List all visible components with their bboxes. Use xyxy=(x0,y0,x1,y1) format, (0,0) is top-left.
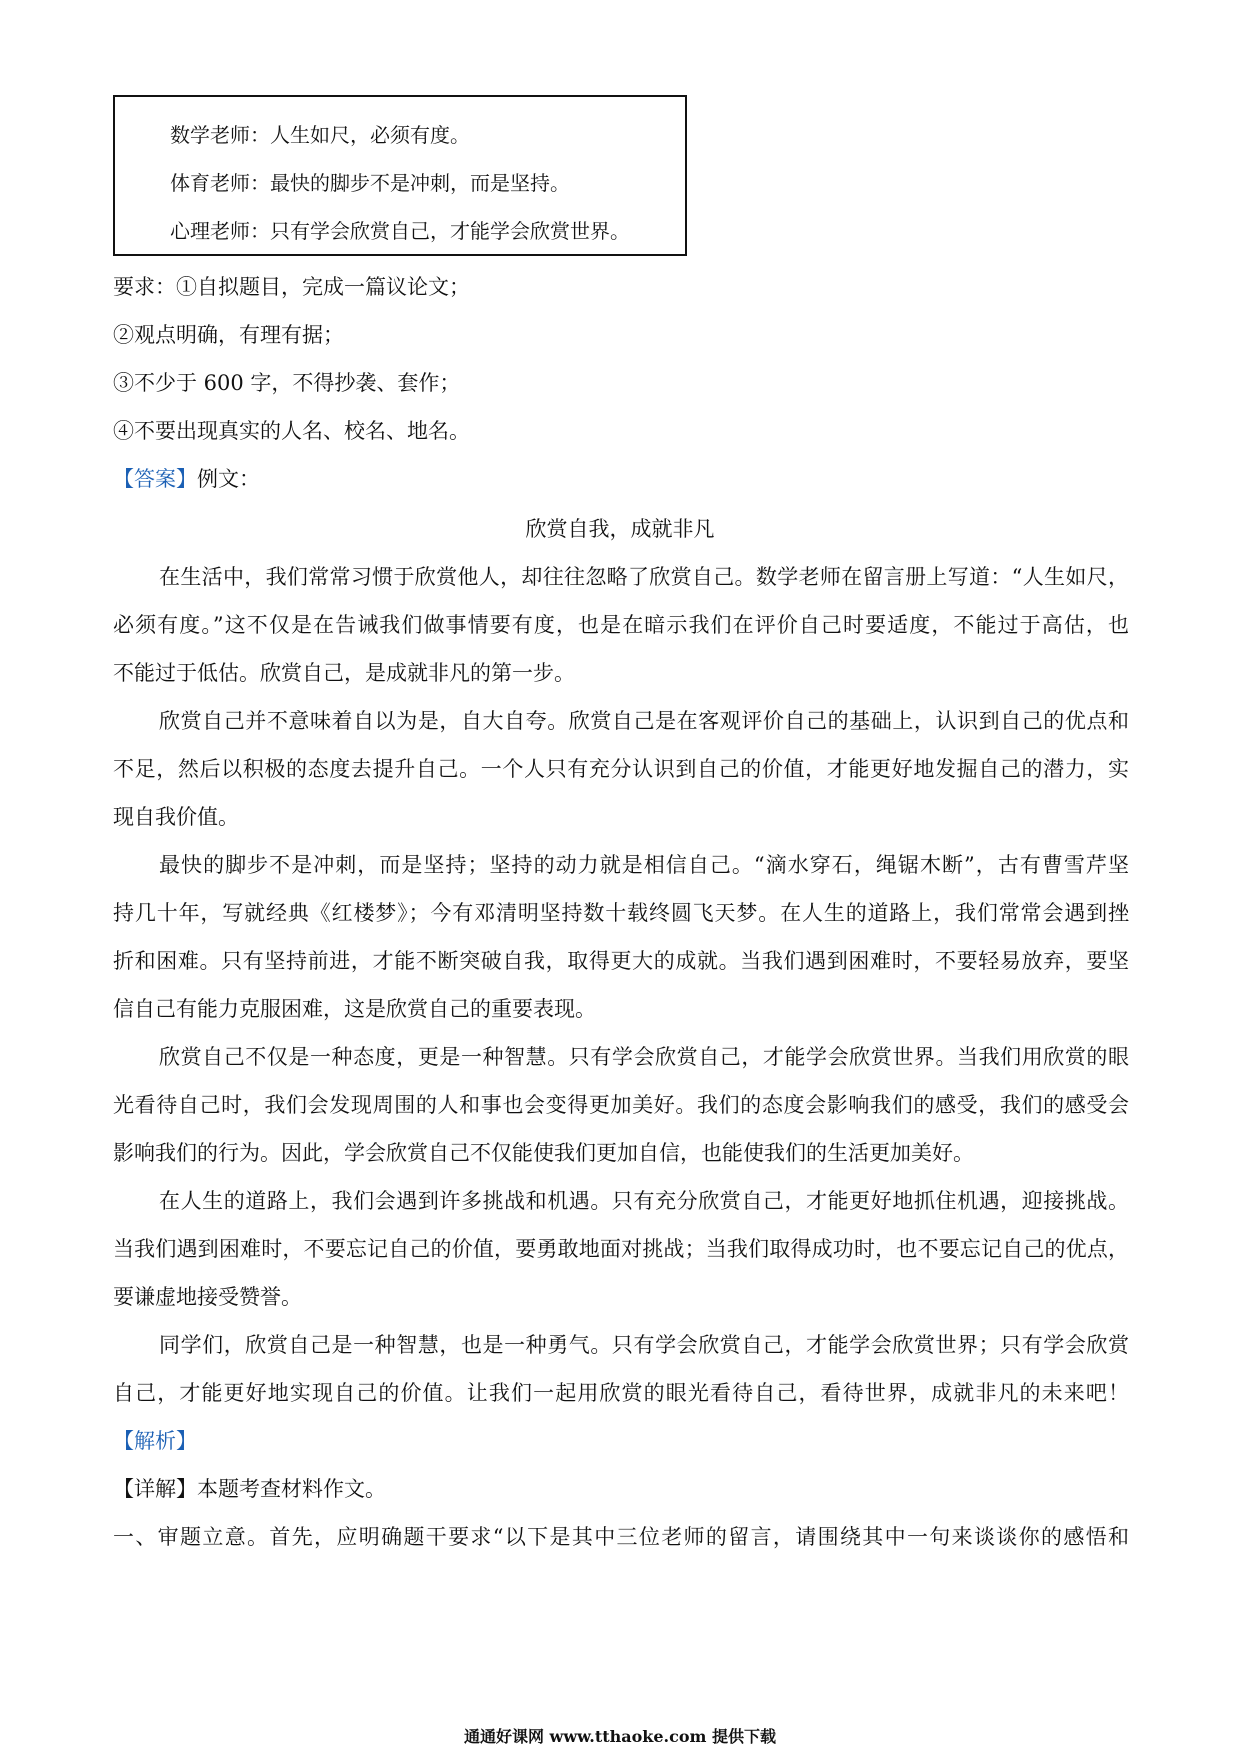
requirement-3: ③不少于 600 字，不得抄袭、套作； xyxy=(113,371,461,395)
essay-line: 现自我价值。 xyxy=(113,805,239,829)
essay-line: 折和困难。只有坚持前进，才能不断突破自我，取得更大的成就。当我们遇到困难时，不要轻易放弃，要坚 xyxy=(113,949,1129,973)
essay-line: 持几十年，写就经典《红楼梦》；今有邓清明坚持数十载终圆飞天梦。在人生的道路上，我们常常会遇到挫 xyxy=(113,901,1129,925)
analysis-label: 【解析】 xyxy=(113,1429,197,1453)
essay-line: 在人生的道路上，我们会遇到许多挑战和机遇。只有充分欣赏自己，才能更好地抓住机遇，迎接挑战。 xyxy=(159,1189,1129,1213)
detail-label: 【详解】 xyxy=(113,1477,197,1501)
detail-heading xyxy=(113,1474,386,1504)
essay-line: 自己，才能更好地实现自己的价值。让我们一起用欣赏的眼光看待自己，看待世界，成就非凡的未来吧！ xyxy=(113,1381,1129,1405)
requirement-4: ④不要出现真实的人名、校名、地名。 xyxy=(113,419,470,443)
answer-label: 【答案】 xyxy=(113,467,197,491)
essay-line: 最快的脚步不是冲刺，而是坚持；坚持的动力就是相信自己。“滴水穿石，绳锯木断”，古有曹雪芹坚 xyxy=(159,853,1129,877)
answer-heading xyxy=(113,464,260,494)
essay-line: 欣赏自己不仅是一种态度，更是一种智慧。只有学会欣赏自己，才能学会欣赏世界。当我们用欣赏的眼 xyxy=(159,1045,1129,1069)
requirement-1: 要求：①自拟题目，完成一篇议论文； xyxy=(113,275,470,299)
detail-text: 本题考查材料作文。 xyxy=(197,1477,386,1501)
essay-line: 要谦虚地接受赞誉。 xyxy=(113,1285,302,1309)
essay-line: 信自己有能力克服困难，这是欣赏自己的重要表现。 xyxy=(113,997,596,1021)
essay-title: 欣赏自我，成就非凡 xyxy=(525,517,715,541)
essay-line: 光看待自己时，我们会发现周围的人和事也会变得更加美好。我们的态度会影响我们的感受，我们的感受会 xyxy=(113,1093,1129,1117)
answer-text: 例文： xyxy=(197,467,260,491)
essay-line: 必须有度。”这不仅是在告诫我们做事情要有度，也是在暗示我们在评价自己时要适度，不能过于高估，也 xyxy=(113,613,1129,637)
quote-box xyxy=(113,95,687,256)
quote-pe-teacher: 体育老师：最快的脚步不是冲刺，而是坚持。 xyxy=(170,171,570,195)
quote-math-teacher: 数学老师：人生如尺，必须有度。 xyxy=(170,123,470,147)
requirement-2: ②观点明确，有理有据； xyxy=(113,323,344,347)
essay-line: 欣赏自己并不意味着自以为是，自大自夸。欣赏自己是在客观评价自己的基础上，认识到自己的优点和 xyxy=(159,709,1129,733)
quote-psychology-teacher: 心理老师：只有学会欣赏自己，才能学会欣赏世界。 xyxy=(170,219,630,243)
essay-line: 当我们遇到困难时，不要忘记自己的价值，要勇敢地面对挑战；当我们取得成功时，也不要忘记自己的优点， xyxy=(113,1237,1129,1261)
essay-line: 在生活中，我们常常习惯于欣赏他人，却往往忽略了欣赏自己。数学老师在留言册上写道：“人生如尺， xyxy=(159,565,1129,589)
essay-line: 不能过于低估。欣赏自己，是成就非凡的第一步。 xyxy=(113,661,575,685)
essay-line: 影响我们的行为。因此，学会欣赏自己不仅能使我们更加自信，也能使我们的生活更加美好。 xyxy=(113,1141,974,1165)
essay-line: 同学们，欣赏自己是一种智慧，也是一种勇气。只有学会欣赏自己，才能学会欣赏世界；只有学会欣赏 xyxy=(159,1333,1129,1357)
analysis-line: 一、审题立意。首先，应明确题干要求“以下是其中三位老师的留言，请围绕其中一句来谈谈你的感悟和 xyxy=(113,1525,1129,1549)
essay-line: 不足，然后以积极的态度去提升自己。一个人只有充分认识到自己的价值，才能更好地发掘自己的潜力，实 xyxy=(113,757,1129,781)
footer-watermark: 通通好课网 www.tthaoke.com 提供下载 xyxy=(463,1727,777,1746)
